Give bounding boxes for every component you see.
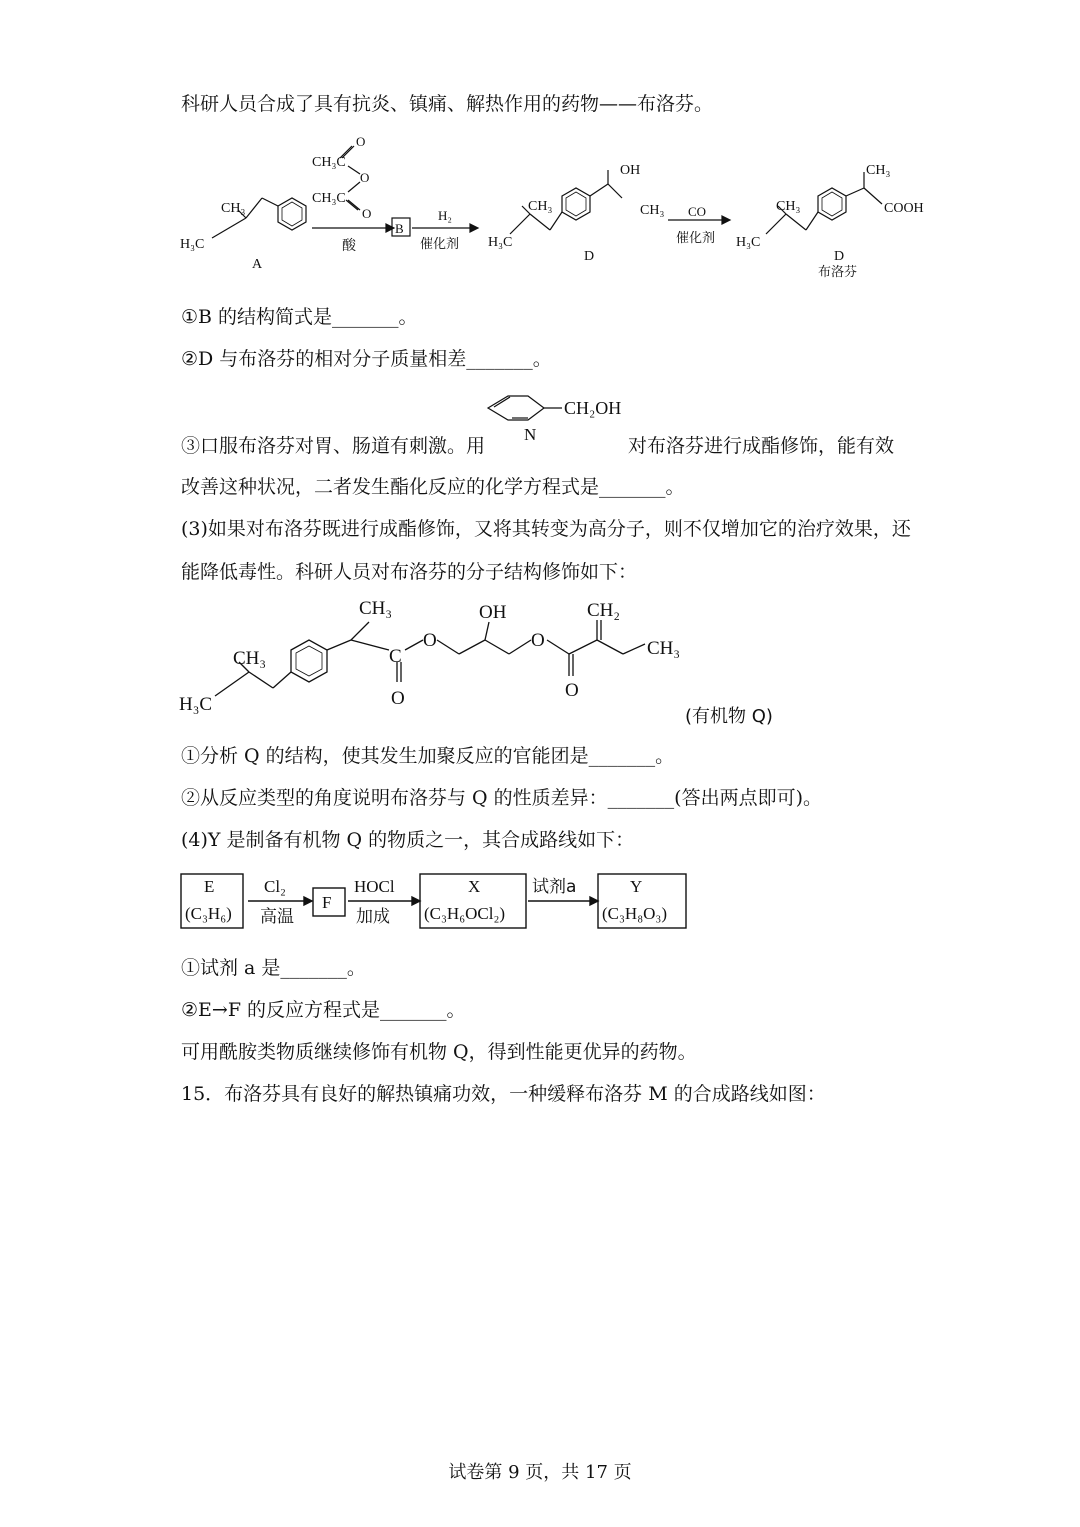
ibu-ch3: CH₃ [866,163,891,178]
pyridine-methanol-structure [480,380,640,450]
q-c: C [389,646,402,667]
d-h3c: H₃C [488,235,513,250]
catalyst-label: 催化剂 [420,237,460,252]
q-o-dbl1: O [391,688,405,709]
route-x-formula: (C₃H₆OCl₂) [424,904,506,923]
q-h3c: H₃C [179,694,213,715]
a-h3c: H₃C [180,237,205,252]
note-text: 可用酰胺类物质继续修饰有机物 Q，得到性能更优异的药物。 [181,1041,697,1063]
q-o-ester1: O [423,630,437,651]
question-4: ①分析 Q 的结构，使其发生加聚反应的官能团是_______。 [181,745,675,767]
paragraph-4: (4)Y 是制备有机物 Q 的物质之一，其合成路线如下： [181,829,635,851]
route-hocl: HOCl [354,877,395,896]
question-6: ①试剂 a 是_______。 [181,957,366,979]
q-label: (有机物 Q) [685,706,773,727]
anhydride-o2: O [360,170,370,185]
a-ch3: CH₃ [221,201,246,216]
route-cl2: Cl₂ [264,877,286,896]
label-a: A [252,257,263,272]
synthesis-route-y [178,868,698,938]
page-footer: 试卷第 9 页，共 17 页 [448,1462,632,1483]
question-15: 15．布洛芬具有良好的解热镇痛功效，一种缓释布洛芬 M 的合成路线如图： [181,1083,826,1105]
route-reagent-a: 试剂a [532,877,577,897]
ibu-cooh: COOH [884,201,924,216]
question-1: ①B 的结构简式是_______。 [181,306,418,328]
pyridine-ch2oh: CH₂OH [564,398,622,418]
molecule-q-structure [175,592,795,732]
route-y-name: Y [630,877,643,896]
box-b-label: B [395,221,404,236]
paragraph-3b: 能降低毒性。科研人员对布洛芬的分子结构修饰如下： [181,561,638,583]
question-3c: 改善这种状况，二者发生酯化反应的化学方程式是_______。 [181,476,685,498]
route-x-name: X [468,877,481,896]
question-3a: ③口服布洛芬对胃、肠道有刺激。用 [181,435,486,457]
question-2: ②D 与布洛芬的相对分子质量相差_______。 [181,348,552,370]
ibu-iso-ch3: CH₃ [776,199,801,214]
h2-label: H₂ [438,208,452,223]
paragraph-3a: (3)如果对布洛芬既进行成酯修饰，又将其转变为高分子，则不仅增加它的治疗效果，还 [181,518,911,540]
q-o-dbl2: O [565,680,579,701]
q-ch3-end: CH₃ [647,638,681,659]
label-d: D [584,249,595,264]
route-e-formula: (C₃H₆) [185,904,232,923]
route-addition: 加成 [356,907,390,927]
d-oh: OH [620,163,641,178]
intro-text: 科研人员合成了具有抗炎、镇痛、解热作用的药物——布洛芬。 [181,93,714,115]
anhydride-o1: O [356,134,366,149]
co-label: CO [688,204,707,219]
route-f: F [322,893,332,912]
route-e-name: E [204,877,215,896]
d-iso-ch3: CH₃ [528,199,553,214]
q-ch3-iso: CH₃ [233,648,267,669]
catalyst2-label: 催化剂 [676,231,716,246]
ibu-h3c: H₃C [736,235,761,250]
anhydride-o3: O [362,206,372,221]
anhydride-ch3c-2: CH₃C [312,191,346,206]
q-ch2: CH₂ [587,600,621,621]
q-ch3-top: CH₃ [359,598,393,619]
ibuprofen-label: 布洛芬 [818,265,858,280]
synthesis-scheme-ibuprofen [170,128,960,288]
pyridine-n: N [524,425,537,444]
question-7: ②E→F 的反应方程式是_______。 [181,999,466,1021]
q-oh: OH [479,602,507,623]
label-d2: D [834,249,845,264]
question-3b: 对布洛芬进行成酯修饰，能有效 [628,435,895,457]
route-high-temp: 高温 [260,907,294,927]
acid-label: 酸 [342,238,356,254]
anhydride-ch3c-1: CH₃C [312,155,346,170]
question-5: ②从反应类型的角度说明布洛芬与 Q 的性质差异：_______(答出两点即可)。 [181,787,822,809]
q-o-ester2: O [531,630,545,651]
route-y-formula: (C₃H₈O₃) [602,904,667,923]
d-ch3: CH₃ [640,203,665,218]
